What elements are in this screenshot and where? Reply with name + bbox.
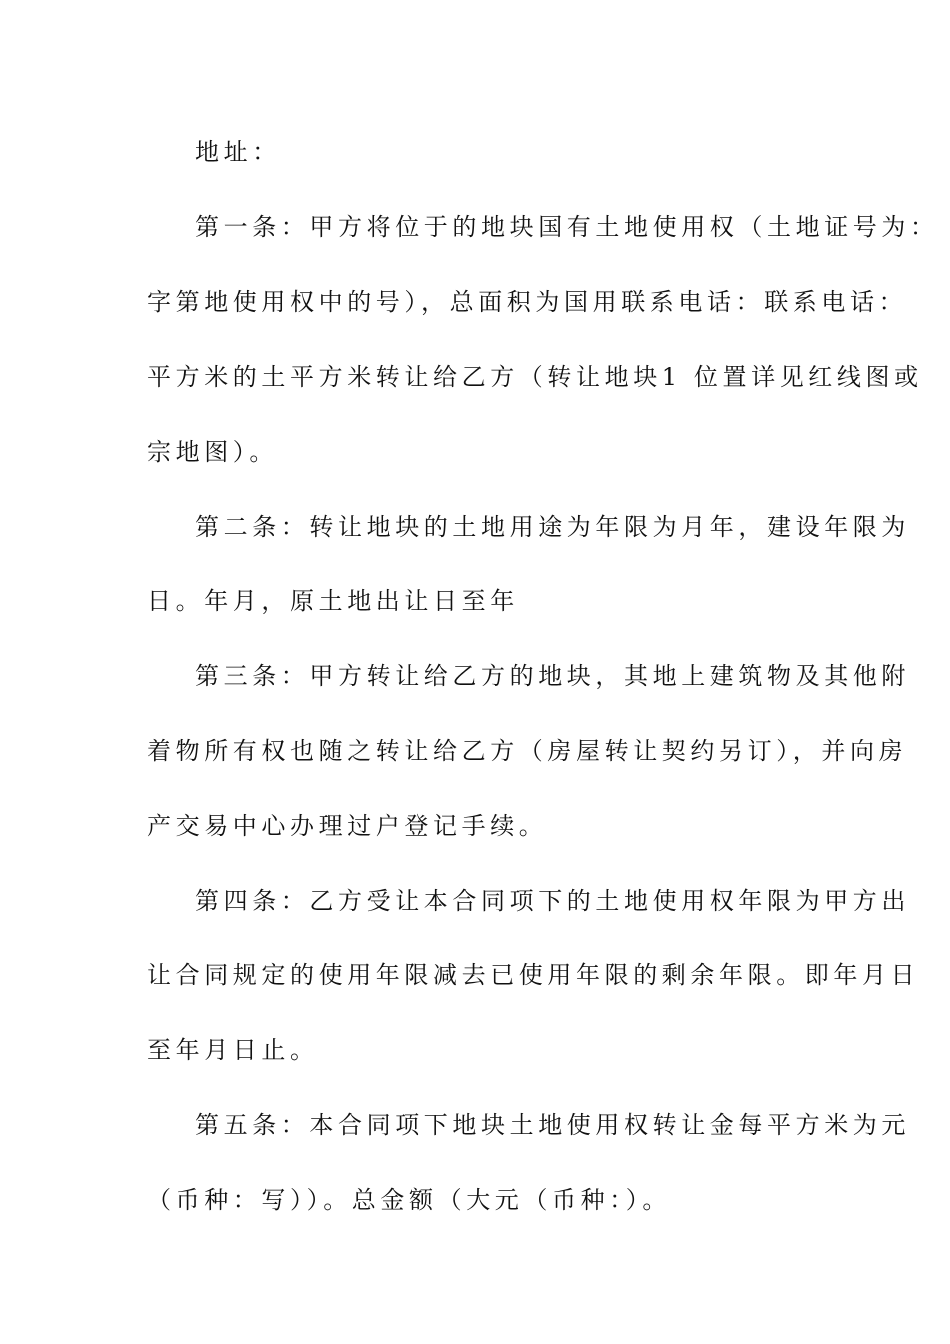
article-3-line-3: 产交易中心办理过户登记手续。: [147, 812, 548, 840]
article-1-line-1: 第一条：甲方将位于的地块国有土地使用权（土地证号为：: [195, 213, 939, 241]
article-3-line-1: 第三条：甲方转让给乙方的地块，其地上建筑物及其他附: [195, 662, 910, 690]
article-5-line-1: 第五条：本合同项下地块土地使用权转让金每平方米为元: [195, 1111, 910, 1139]
article-1-line-4: 宗地图）。: [147, 438, 278, 466]
article-1-line-2: 字第地使用权中的号），总面积为国用联系电话：联系电话：: [147, 288, 908, 316]
article-4-line-2: 让合同规定的使用年限减去已使用年限的剩余年限。即年月日: [147, 961, 920, 989]
article-2-line-2: 日。年月，原土地出让日至年: [147, 587, 519, 615]
article-4-line-3: 至年月日止。: [147, 1036, 319, 1064]
article-4-line-1: 第四条：乙方受让本合同项下的土地使用权年限为甲方出: [195, 887, 910, 915]
article-5-line-2: （币种：写））。总金额（大元（币种：）。: [147, 1186, 671, 1214]
article-2-line-1: 第二条：转让地块的土地用途为年限为月年，建设年限为: [195, 513, 910, 541]
article-3-line-2: 着物所有权也随之转让给乙方（房屋转让契约另订），并向房: [147, 737, 908, 765]
address-line: 地址：: [195, 138, 281, 166]
article-1-line-3: 平方米的土平方米转让给乙方（转让地块1 位置详见红线图或: [147, 363, 923, 391]
